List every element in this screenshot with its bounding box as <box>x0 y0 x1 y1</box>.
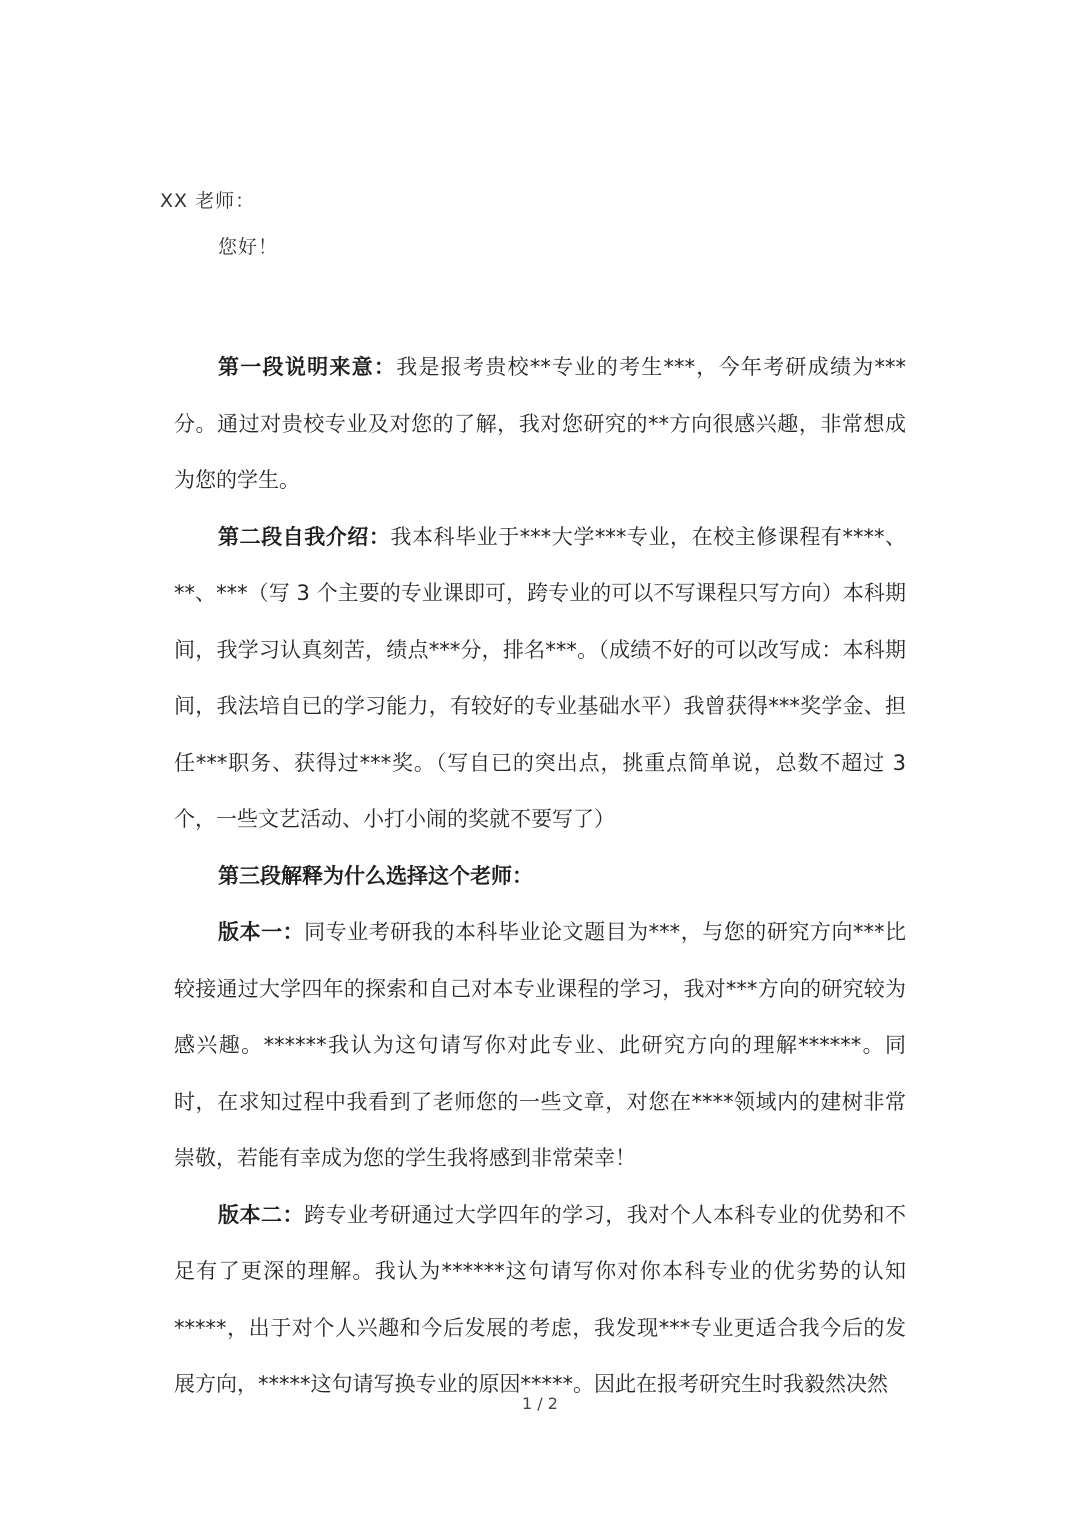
paragraph-text: 我是报考贵校**专业的考生***，今年考研成绩为***分。通过对贵校专业及对您的了解，我对您研究的**方向很感兴趣，非常想成为您的学生。 <box>174 355 907 492</box>
paragraph-lead: 第一段说明来意： <box>218 355 397 379</box>
paragraph-lead: 第三段解释为什么选择这个老师： <box>218 863 533 888</box>
paragraph-purpose <box>174 339 906 509</box>
salutation: XX 老师： <box>160 190 256 212</box>
paragraph-why-this-teacher <box>174 848 906 905</box>
paragraph-text: 跨专业考研通过大学四年的学习，我对个人本科专业的优势和不足有了更深的理解。我认为******这句请写你对你本科专业的优劣势的认知*****，出于对个人兴趣和今后发展的考虑，我发现***专业更适合我今后的发展方向，*****这句请写换专业的原因*****。因此在报考研究生时我毅然决然 <box>174 1202 907 1396</box>
paragraph-lead: 版本二： <box>218 1202 305 1227</box>
paragraph-self-introduction <box>174 509 906 848</box>
paragraph-text: 同专业考研我的本科毕业论文题目为***，与您的研究方向***比较接通过大学四年的探索和自己对本专业课程的学习，我对***方向的研究较为感兴趣。******我认为这句请写你对此专业、此研究方向的理解******。同时，在求知过程中我看到了老师您的一些文章，对您在****领域内的建树非常崇敬，若能有幸成为您的学生我将感到非常荣幸！ <box>174 920 907 1170</box>
paragraph-version-one <box>174 904 906 1187</box>
paragraph-lead: 第二段自我介绍： <box>218 524 391 549</box>
page-number: 1 / 2 <box>522 1394 558 1413</box>
paragraph-text: 我本科毕业于***大学***专业，在校主修课程有****、**、***（写 3 个主要的专业课即可，跨专业的可以不写课程只写方向）本科期间，我学习认真刻苦，绩点***分，排名***。（成绩不好的可以改写成：本科期间，我法培自已的学习能力，有较好的专业基础水平）我曾获得***奖学金、担任***职务、获得过***奖。（写自已的突出点，挑重点简单说，总数不超过 3 个，一些文艺活动、小打小闹的奖就不要写了） <box>174 524 907 831</box>
letter-body <box>174 339 906 1413</box>
paragraph-lead: 版本一： <box>218 920 305 944</box>
paragraph-version-two <box>174 1187 906 1413</box>
greeting: 您好！ <box>218 236 279 258</box>
